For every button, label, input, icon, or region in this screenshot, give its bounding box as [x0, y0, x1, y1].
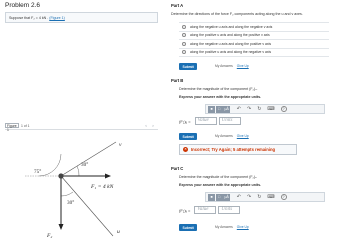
f1-arrowhead [105, 174, 111, 179]
redo-icon[interactable]: ↷ [246, 106, 252, 112]
part-b-label: Part B [171, 78, 184, 83]
help-icon[interactable]: ? [281, 194, 287, 200]
option-label: along the positive u axis and along the negative v axis [190, 50, 272, 54]
part-b-answer-row [179, 117, 243, 125]
part-a-options [179, 22, 329, 57]
problem-title: Problem 2.6 [5, 2, 41, 9]
u-label: u [117, 229, 120, 235]
template-button[interactable]: ■ [208, 106, 215, 113]
v-axis [61, 142, 116, 176]
part-b-units-input[interactable]: Units [219, 117, 241, 125]
angle-arc-30-top [77, 166, 79, 176]
figure-select[interactable] [5, 123, 19, 132]
part-a-instruction: Determine the directions of the force F₂ components acting along the u and v axes. [171, 12, 303, 16]
part-b-math-toolbar [205, 104, 325, 114]
force-diagram [25, 140, 155, 238]
f2-arrowhead [59, 224, 64, 230]
part-b-answer-label: (F₂)ᵤ = [179, 118, 191, 124]
part-b-express: Express your answer with the appropriate units. [179, 95, 262, 99]
units-button[interactable]: μÅ [224, 106, 229, 111]
help-icon[interactable]: ? [281, 106, 287, 112]
part-c-answer-row [179, 206, 242, 214]
angle-arc-30-bottom [61, 192, 73, 196]
redo-icon[interactable]: ↷ [246, 194, 252, 200]
keyboard-icon[interactable]: ⌨ [267, 106, 275, 112]
part-c-value-input[interactable]: Value [194, 206, 216, 214]
give-up-link[interactable]: Give Up [236, 225, 249, 229]
part-c-submit-button[interactable]: Submit [179, 224, 197, 231]
part-b-answer-links [215, 134, 249, 138]
template-button[interactable]: □ [216, 106, 223, 113]
part-c-answer-links [215, 225, 249, 229]
origin-point [58, 173, 63, 178]
problem-statement [5, 12, 158, 23]
template-button[interactable]: □ [216, 194, 223, 201]
units-button[interactable]: μÅ [224, 194, 229, 199]
v-label: v [119, 142, 122, 148]
option-label: along the positive u axis and along the positive v axis [190, 33, 270, 37]
part-a-answer-links [215, 64, 249, 68]
radio-button[interactable] [182, 50, 186, 54]
radio-button[interactable] [182, 33, 186, 37]
radio-button[interactable] [182, 25, 186, 29]
part-c-answer-label: (F₂)ᵥ = [179, 207, 191, 213]
part-b-feedback [179, 144, 297, 155]
figure-count: 1 of 1 [21, 124, 30, 128]
radio-button[interactable] [182, 42, 186, 46]
template-button[interactable]: ■ [208, 194, 215, 201]
figure-nav[interactable]: < > [145, 124, 156, 128]
part-c-units-input[interactable]: Units [218, 206, 240, 214]
statement-text: Suppose that F₂ = 4 kN . [9, 16, 49, 20]
part-b-instruction: Determine the magnitude of the component (F₂)ᵤ. [179, 87, 258, 91]
my-answers-link[interactable]: My Answers [215, 134, 233, 138]
part-a-submit-button[interactable]: Submit [179, 63, 197, 70]
reset-icon[interactable]: ↻ [257, 106, 262, 112]
template-button-group [208, 194, 231, 201]
reset-icon[interactable]: ↻ [257, 194, 262, 200]
part-b-value-input[interactable]: Value [195, 117, 217, 125]
give-up-link[interactable]: Give Up [236, 134, 249, 138]
my-answers-link[interactable]: My Answers [215, 225, 233, 229]
feedback-text: Incorrect; Try Again; 5 attempts remaining [191, 147, 276, 152]
error-icon: × [184, 147, 187, 151]
part-c-math-toolbar [205, 192, 325, 202]
angle-label-30-top: 30° [81, 162, 89, 168]
option-label: along the negative u axis and along the positive v axis [190, 41, 272, 46]
figure-link[interactable]: (Figure 1) [49, 16, 65, 20]
figure-select-label: Figure 1 [7, 124, 17, 132]
part-c-label: Part C [171, 166, 184, 171]
figure-bar [5, 122, 158, 130]
part-b-submit-button[interactable]: Submit [179, 133, 197, 140]
give-up-link[interactable]: Give Up [236, 64, 249, 68]
template-button-group [208, 106, 231, 113]
keyboard-icon[interactable]: ⌨ [267, 194, 275, 200]
angle-label-75: 75° [34, 169, 42, 175]
parts-column [165, 0, 347, 240]
f1-label: F₁ = 4 kN [91, 184, 114, 190]
undo-icon[interactable]: ↶ [236, 194, 241, 200]
angle-arc-75 [39, 154, 61, 176]
f2-label: F₂ [47, 233, 53, 238]
option-label: along the negative u axis and along the negative v axis [190, 24, 273, 29]
undo-icon[interactable]: ↶ [236, 106, 241, 112]
part-a-label: Part A [171, 3, 184, 8]
my-answers-link[interactable]: My Answers [215, 64, 233, 68]
part-c-express: Express your answer with the appropriate units. [179, 183, 262, 187]
angle-label-30-bottom: 30° [67, 200, 75, 206]
option-row[interactable] [179, 49, 329, 58]
part-c-instruction: Determine the magnitude of the component (F₂)ᵥ. [179, 175, 258, 179]
